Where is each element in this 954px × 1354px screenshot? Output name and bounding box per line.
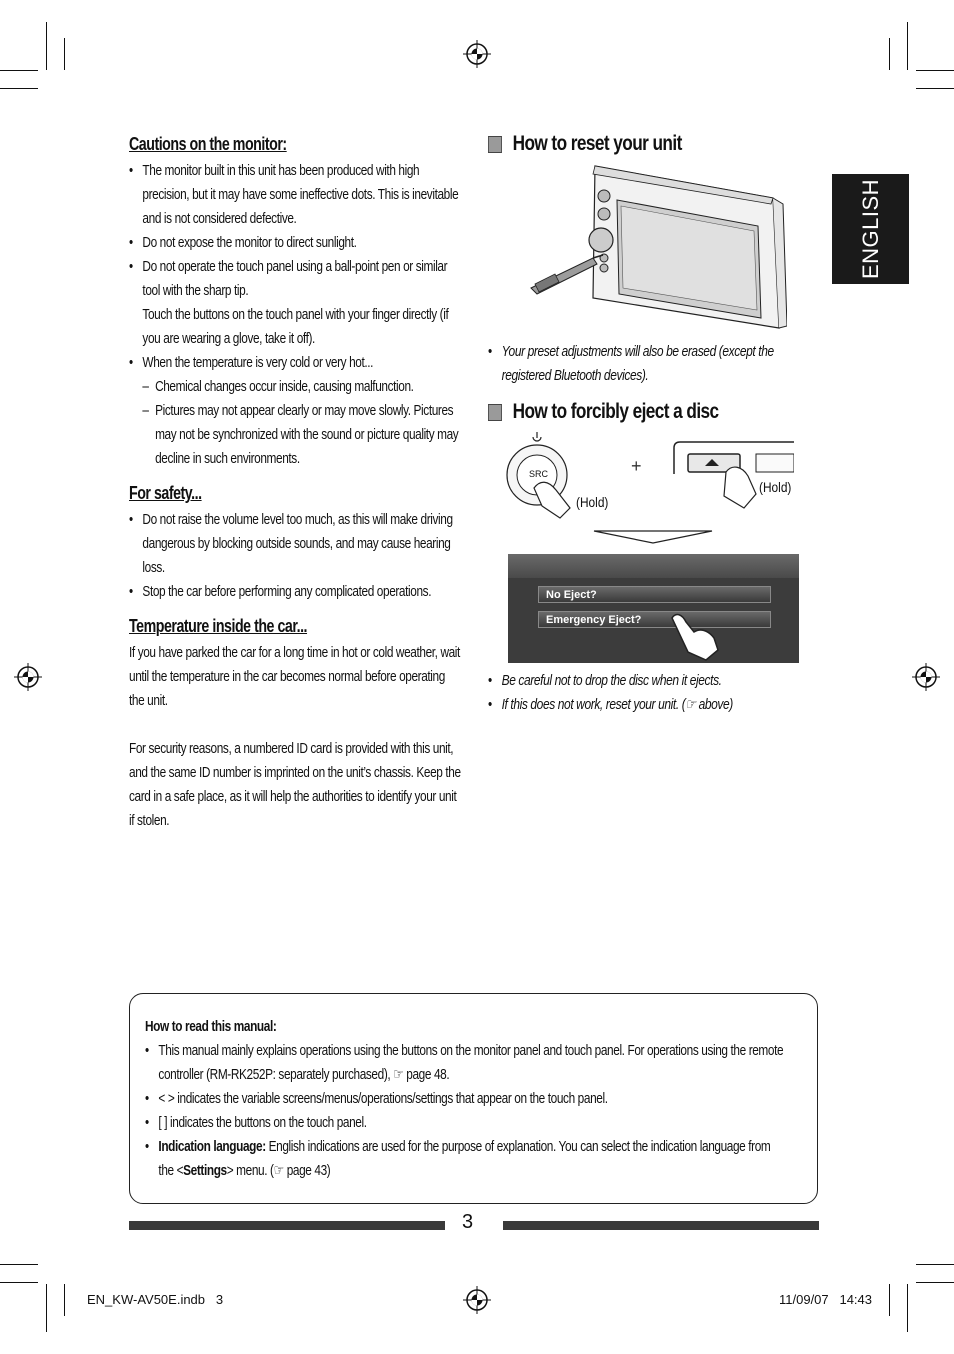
finger-icon bbox=[666, 612, 726, 662]
settings-menu-name: Settings bbox=[183, 1162, 227, 1179]
registration-mark-icon bbox=[912, 663, 940, 691]
crop-mark bbox=[889, 38, 890, 70]
left-column bbox=[129, 132, 461, 833]
footer-timestamp: 11/09/07 14:43 bbox=[779, 1292, 873, 1307]
page-bar-right bbox=[503, 1221, 819, 1230]
page-number: 3 bbox=[462, 1211, 474, 1233]
security-paragraph: For security reasons, a numbered ID card is provided with this unit, and the same ID number is imprinted on the unit’s chassis. Keep the card in a safe place, as it will help the authorities to identify your unit if stolen. bbox=[129, 740, 461, 829]
section-square-icon bbox=[488, 404, 502, 421]
safety-heading: For safety... bbox=[129, 483, 202, 503]
menu-title-bar bbox=[508, 554, 799, 578]
manual-note-title: How to read this manual: bbox=[145, 1018, 277, 1035]
list-item-text: English indications are used for the purpose of explanation. You can select the indication language from the < bbox=[158, 1138, 771, 1179]
crop-mark bbox=[916, 1264, 954, 1265]
list-item: • Your preset adjustments will also be erased (except the registered Bluetooth devices). bbox=[488, 340, 808, 388]
crop-mark bbox=[907, 1284, 908, 1332]
reset-heading-text: How to reset your unit bbox=[512, 132, 682, 155]
list-item: • This manual mainly explains operations using the buttons on the monitor panel and touch panel. For operations using the remote controller (RM-RK252P: separately purchased), ☞ page 48. bbox=[145, 1039, 785, 1087]
no-eject-button[interactable]: No Eject? bbox=[538, 586, 771, 603]
language-tab bbox=[832, 174, 909, 284]
src-label: SRC bbox=[529, 469, 549, 479]
crop-mark bbox=[907, 22, 908, 70]
crop-mark bbox=[64, 1284, 65, 1316]
cautions-list bbox=[129, 159, 461, 471]
hold-label-eject: (Hold) bbox=[759, 479, 792, 495]
list-item: • Be careful not to drop the disc when it ejects. bbox=[488, 669, 808, 693]
list-item: • The monitor built in this unit has been produced with high precision, but it may have some ineffective dots. This is inevitable and is not considered defective. bbox=[129, 159, 461, 231]
list-item bbox=[129, 351, 461, 471]
page-bar-left bbox=[129, 1221, 445, 1230]
indication-language-label: Indication language: bbox=[158, 1138, 266, 1155]
eject-notes bbox=[488, 669, 808, 717]
crop-mark bbox=[0, 88, 38, 89]
crop-mark bbox=[0, 1282, 38, 1283]
list-item-text: > menu. (☞ page 43) bbox=[226, 1162, 331, 1179]
safety-list bbox=[129, 508, 461, 604]
list-item: • If this does not work, reset your unit. (☞ above) bbox=[488, 693, 808, 717]
eject-button-illustration bbox=[672, 440, 794, 512]
list-item: • Do not expose the monitor to direct sunlight. bbox=[129, 231, 461, 255]
crop-mark bbox=[889, 1284, 890, 1316]
touch-note: Touch the buttons on the touch panel with your finger directly (if you are wearing a glove, take it off). bbox=[142, 306, 449, 347]
registration-mark-icon bbox=[14, 663, 42, 691]
down-arrow-icon bbox=[592, 529, 714, 545]
list-item: – Pictures may not appear clearly or may move slowly. Pictures may not be synchronized with the sound or picture quality may decline in such environments. bbox=[142, 399, 460, 471]
manual-note-list bbox=[145, 1039, 785, 1183]
temperature-effects-list bbox=[130, 375, 461, 471]
language-tab-label: ENGLISH bbox=[857, 178, 883, 280]
reset-heading bbox=[488, 132, 682, 156]
list-item-text: Do not operate the touch panel using a ball-point pen or similar tool with the sharp tip. bbox=[142, 258, 448, 299]
list-item: – Chemical changes occur inside, causing malfunction. bbox=[142, 375, 460, 399]
registration-mark-icon bbox=[463, 40, 491, 68]
footer-file-name: EN_KW-AV50E.indb 3 bbox=[87, 1292, 224, 1307]
registration-mark-icon bbox=[463, 1286, 491, 1314]
list-item: • < > indicates the variable screens/menus/operations/settings that appear on the touch panel. bbox=[145, 1087, 785, 1111]
crop-mark bbox=[916, 88, 954, 89]
crop-mark bbox=[0, 70, 38, 71]
cautions-heading: Cautions on the monitor: bbox=[129, 134, 287, 154]
crop-mark bbox=[916, 1282, 954, 1283]
manual-note-content bbox=[145, 1015, 785, 1183]
eject-menu-screen bbox=[508, 554, 799, 663]
plus-sign: + bbox=[631, 456, 642, 476]
section-square-icon bbox=[488, 136, 502, 153]
eject-heading-text: How to forcibly eject a disc bbox=[512, 400, 719, 423]
crop-mark bbox=[0, 1264, 38, 1265]
list-item: • Do not raise the volume level too much, as this will make driving dangerous by blocking outside sounds, and may cause hearing loss. bbox=[129, 508, 461, 580]
list-item bbox=[145, 1135, 785, 1183]
list-item: • Stop the car before performing any complicated operations. bbox=[129, 580, 461, 604]
crop-mark bbox=[916, 70, 954, 71]
crop-mark bbox=[46, 22, 47, 70]
reset-notes bbox=[488, 340, 808, 388]
list-item-text: When the temperature is very cold or very hot... bbox=[142, 354, 374, 371]
crop-mark bbox=[46, 1284, 47, 1332]
list-item: • [ ] indicates the buttons on the touch panel. bbox=[145, 1111, 785, 1135]
list-item bbox=[129, 255, 461, 351]
crop-mark bbox=[64, 38, 65, 70]
eject-heading bbox=[488, 400, 719, 424]
temperature-paragraph: If you have parked the car for a long time in hot or cold weather, wait until the temperature in the car becomes normal before operating the unit. bbox=[129, 644, 460, 709]
emergency-eject-button[interactable]: Emergency Eject? bbox=[538, 611, 771, 628]
hold-label-src: (Hold) bbox=[576, 494, 609, 510]
unit-reset-illustration bbox=[525, 160, 787, 330]
temperature-heading: Temperature inside the car... bbox=[129, 616, 308, 636]
